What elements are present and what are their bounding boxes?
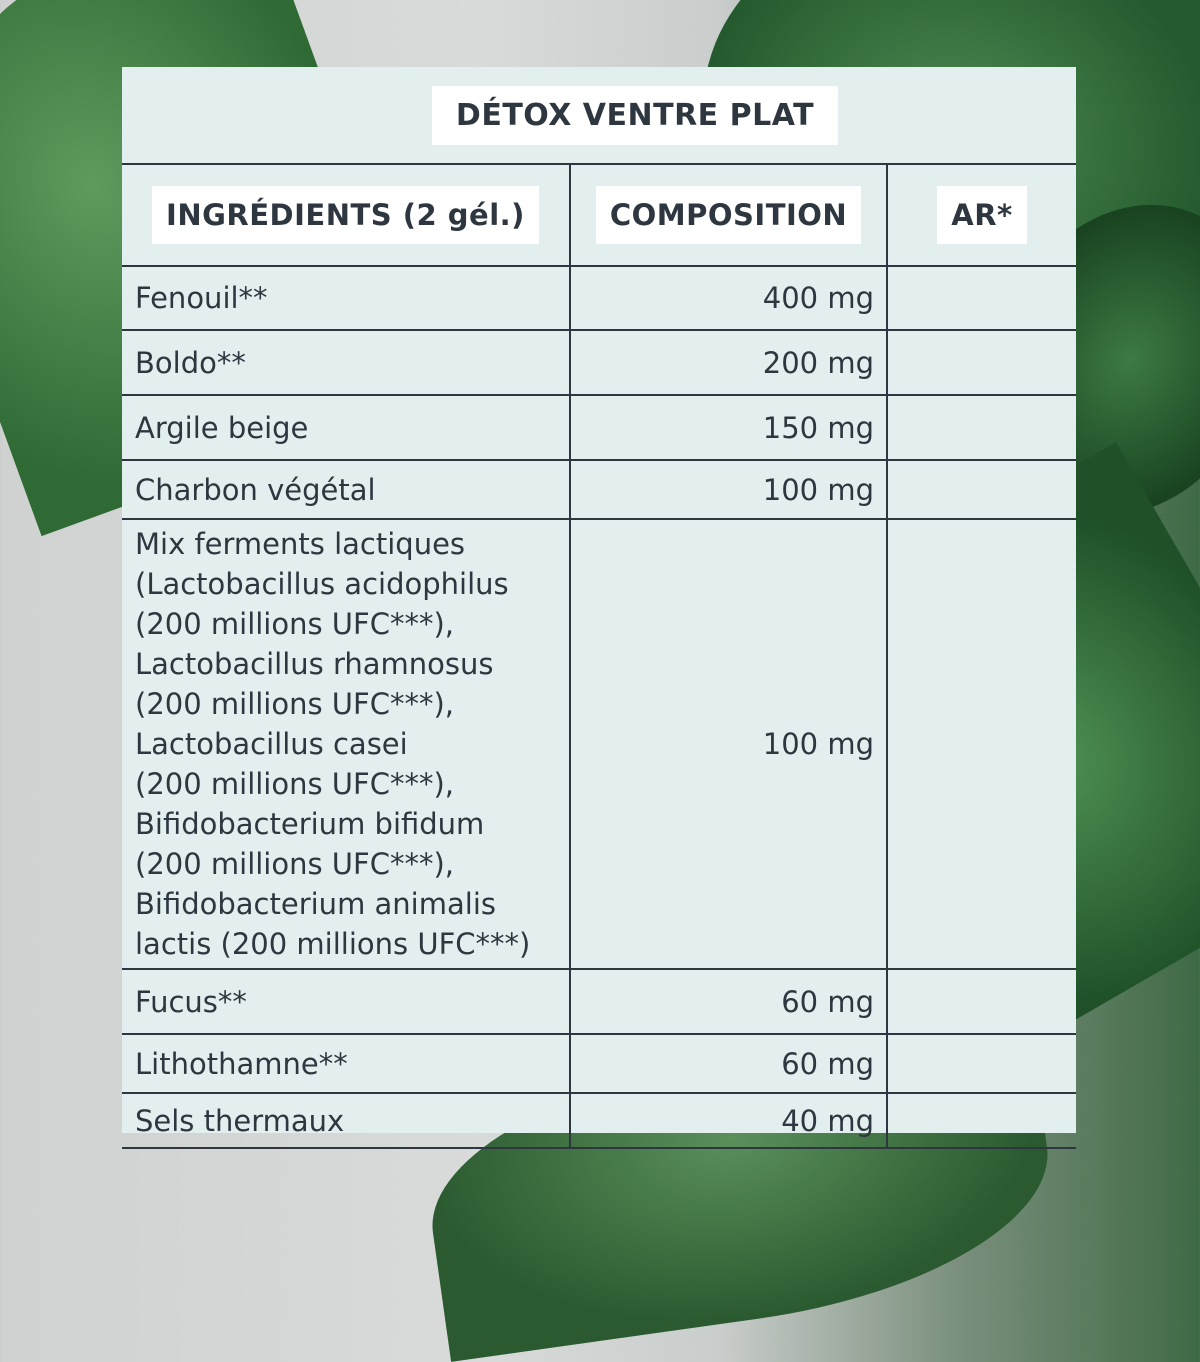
header-composition: COMPOSITION — [596, 186, 861, 244]
ingredient-ar — [888, 331, 1076, 394]
name-line: Bifidobacterium bifidum — [135, 807, 485, 841]
ingredient-ar — [888, 970, 1076, 1033]
name-line: lactis (200 millions UFC***) — [135, 927, 531, 961]
header-ar: AR* — [937, 186, 1026, 244]
name-line: (Lactobacillus acidophilus — [135, 567, 509, 601]
ingredient-name: Fenouil** — [122, 267, 571, 329]
name-line: Bifidobacterium animalis — [135, 887, 496, 921]
ingredient-composition: 400 mg — [571, 267, 888, 329]
table-row — [122, 1094, 1076, 1149]
name-line: Lactobacillus casei — [135, 727, 408, 761]
ingredient-name: Argile beige — [122, 396, 571, 459]
ingredient-composition: 100 mg — [571, 461, 888, 518]
name-line: (200 millions UFC***), — [135, 687, 454, 721]
table-row — [122, 396, 1076, 461]
ingredient-name: Lithothamne** — [122, 1035, 571, 1092]
ingredient-composition: 60 mg — [571, 1035, 888, 1092]
ingredient-composition: 200 mg — [571, 331, 888, 394]
ingredient-composition: 60 mg — [571, 970, 888, 1033]
ingredient-ar — [888, 396, 1076, 459]
ingredient-composition: 150 mg — [571, 396, 888, 459]
title-row — [122, 67, 1076, 165]
ingredient-composition: 100 mg — [571, 520, 888, 968]
table-row — [122, 461, 1076, 520]
table-title: DÉTOX VENTRE PLAT — [432, 86, 838, 145]
name-line: Lactobacillus rhamnosus — [135, 647, 494, 681]
name-line: (200 millions UFC***), — [135, 767, 454, 801]
ingredient-ar — [888, 1094, 1076, 1147]
name-line: (200 millions UFC***), — [135, 847, 454, 881]
ingredient-name: Sels thermaux — [122, 1094, 571, 1147]
ingredient-ar — [888, 1035, 1076, 1092]
name-line: (200 millions UFC***), — [135, 607, 454, 641]
ingredient-name — [122, 520, 571, 968]
table-row — [122, 970, 1076, 1035]
composition-table — [122, 67, 1076, 1138]
ingredient-name: Fucus** — [122, 970, 571, 1033]
table-row — [122, 1035, 1076, 1094]
table-row — [122, 331, 1076, 396]
ingredient-composition: 40 mg — [571, 1094, 888, 1147]
ingredient-ar — [888, 461, 1076, 518]
table-row — [122, 267, 1076, 331]
ingredient-ar — [888, 267, 1076, 329]
ingredient-name: Boldo** — [122, 331, 571, 394]
ingredient-ar — [888, 520, 1076, 968]
ingredient-name: Charbon végétal — [122, 461, 571, 518]
name-line: Mix ferments lactiques — [135, 527, 466, 561]
table-row — [122, 520, 1076, 970]
header-row — [122, 165, 1076, 267]
header-ingredients: INGRÉDIENTS (2 gél.) — [152, 186, 539, 244]
